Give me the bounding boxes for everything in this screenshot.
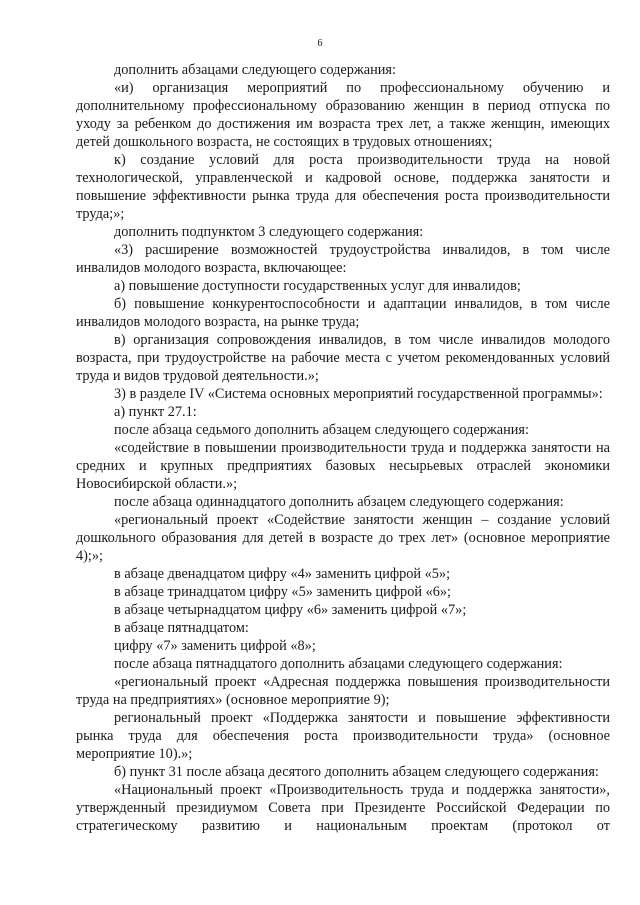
paragraph: в абзаце двенадцатом цифру «4» заменить цифрой «5»; (114, 566, 451, 582)
paragraph: «3) расширение возможностей трудоустройства инвалидов, в том числе инвалидов молодого возраста, включающее: (76, 242, 610, 276)
paragraph: после абзаца одиннадцатого дополнить абзацем следующего содержания: (114, 494, 564, 510)
paragraph: «региональный проект «Содействие занятости женщин – создание условий дошкольного образования для детей в возрасте до трех лет» (основное мероприятие 4);»; (76, 512, 610, 564)
paragraph: а) повышение доступности государственных услуг для инвалидов; (114, 278, 521, 294)
paragraph: в абзаце пятнадцатом: (114, 620, 249, 636)
paragraph: цифру «7» заменить цифрой «8»; (114, 638, 316, 654)
document-body (76, 61, 610, 835)
paragraph: в абзаце тринадцатом цифру «5» заменить цифрой «6»; (114, 584, 451, 600)
paragraph: б) пункт 31 после абзаца десятого дополнить абзацем следующего содержания: (114, 764, 599, 780)
paragraph: в абзаце четырнадцатом цифру «6» заменить цифрой «7»; (114, 602, 467, 618)
paragraph: дополнить абзацами следующего содержания: (114, 62, 396, 78)
paragraph: «региональный проект «Адресная поддержка повышения производительности труда на предприятиях» (основное мероприятие 9); (76, 674, 610, 708)
paragraph: региональный проект «Поддержка занятости и повышение эффективности рынка труда для обеспечения роста производительности труда» (основное мероприятие 10).»; (76, 710, 610, 762)
paragraph: 3) в разделе IV «Система основных мероприятий государственной программы»: (114, 386, 603, 402)
paragraph: в) организация сопровождения инвалидов, в том числе инвалидов молодого возраста, при трудоустройстве на рабочие места с учетом рекомендованных условий труда и видов трудовой деятельности.»; (76, 332, 610, 384)
paragraph: а) пункт 27.1: (114, 404, 197, 420)
paragraph: к) создание условий для роста производительности труда на новой технологической, управленческой и кадровой основе, поддержка занятости и повышение эффективности рынка труда для обеспечения роста производительности труда;»; (76, 152, 610, 222)
paragraph: б) повышение конкурентоспособности и адаптации инвалидов, в том числе инвалидов молодого возраста, на рынке труда; (76, 296, 610, 330)
paragraph: после абзаца седьмого дополнить абзацем следующего содержания: (114, 422, 529, 438)
paragraph: после абзаца пятнадцатого дополнить абзацами следующего содержания: (114, 656, 563, 672)
page-number: 6 (317, 38, 323, 49)
paragraph: дополнить подпунктом 3 следующего содержания: (114, 224, 424, 240)
paragraph: «содействие в повышении производительности труда и поддержка занятости на средних и крупных предприятиях базовых несырьевых отраслей экономики Новосибирской области.»; (76, 440, 610, 492)
paragraph: «Национальный проект «Производительность труда и поддержка занятости», утвержденный президиумом Совета при Президенте Российской Федерации по стратегическому развитию и национальным проектам (протокол от (76, 782, 610, 834)
paragraph: «и) организация мероприятий по профессиональному обучению и дополнительному профессиональному образованию женщин в период отпуска по уходу за ребенком до достижения им возраста трех лет, а также женщин, имеющих детей дошкольного возраста, не состоящих в трудовых отношениях; (76, 80, 610, 150)
